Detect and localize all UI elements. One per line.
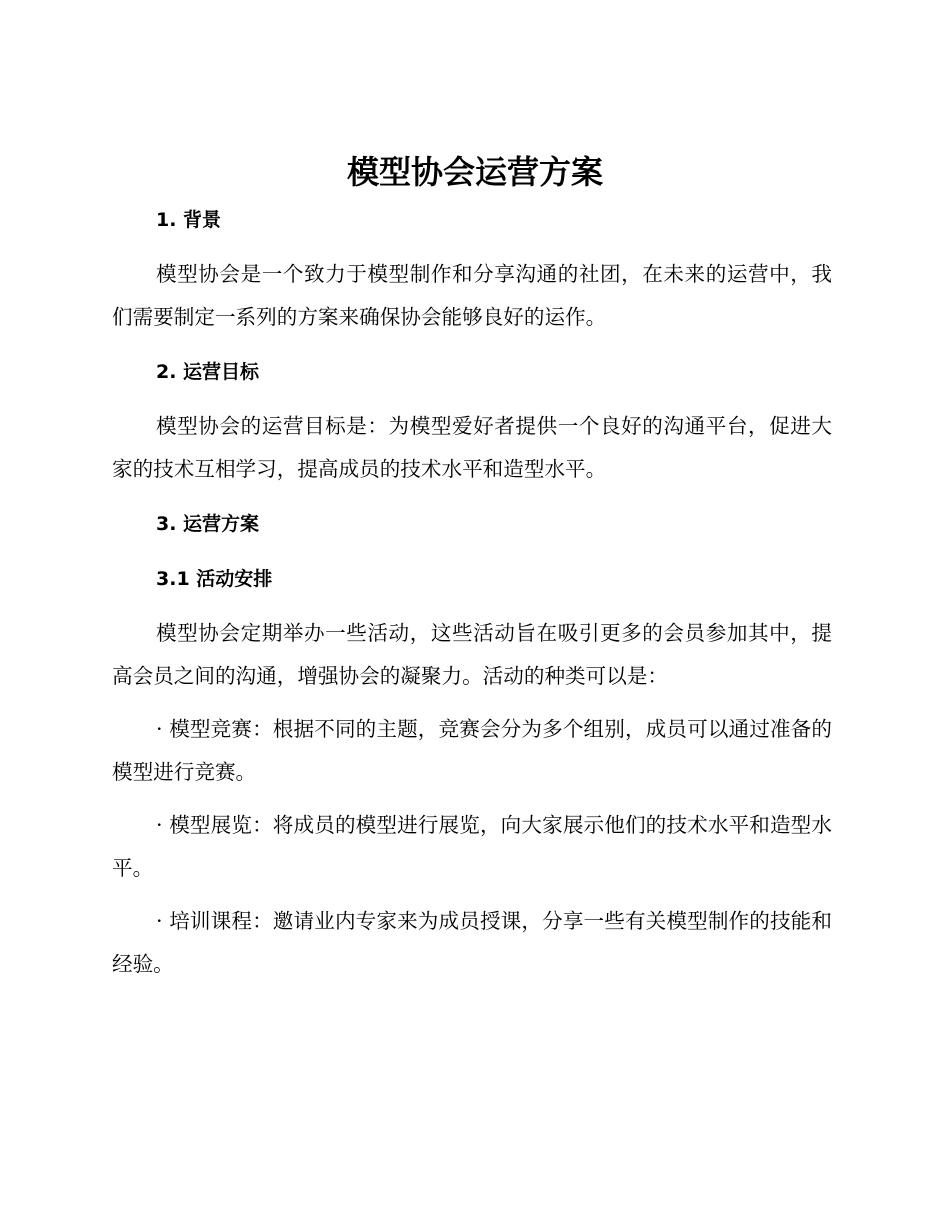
list-item-exhibition: · 模型展览：将成员的模型进行展览，向大家展示他们的技术水平和造型水平。 [112, 813, 832, 880]
section-heading-background: 1. 背景 [156, 209, 222, 231]
list-item-training: · 培训课程：邀请业内专家来为成员授课，分享一些有关模型制作的技能和经验。 [112, 909, 832, 976]
goals-paragraph: 模型协会的运营目标是：为模型爱好者提供一个良好的沟通平台，促进大家的技术互相学习，提高成员的技术水平和造型水平。 [112, 414, 832, 481]
activities-intro-paragraph: 模型协会定期举办一些活动，这些活动旨在吸引更多的会员参加其中，提高会员之间的沟通，增强协会的凝聚力。活动的种类可以是： [112, 621, 832, 688]
document-title: 模型协会运营方案 [346, 153, 603, 191]
subsection-heading-activities: 3.1 活动安排 [156, 568, 273, 590]
section-heading-plan: 3. 运营方案 [156, 513, 260, 535]
section-heading-goals: 2. 运营目标 [156, 361, 260, 383]
list-item-competition: · 模型竞赛：根据不同的主题，竞赛会分为多个组别，成员可以通过准备的模型进行竞赛。 [112, 717, 832, 784]
background-paragraph: 模型协会是一个致力于模型制作和分享沟通的社团，在未来的运营中，我们需要制定一系列的方案来确保协会能够良好的运作。 [112, 262, 832, 329]
